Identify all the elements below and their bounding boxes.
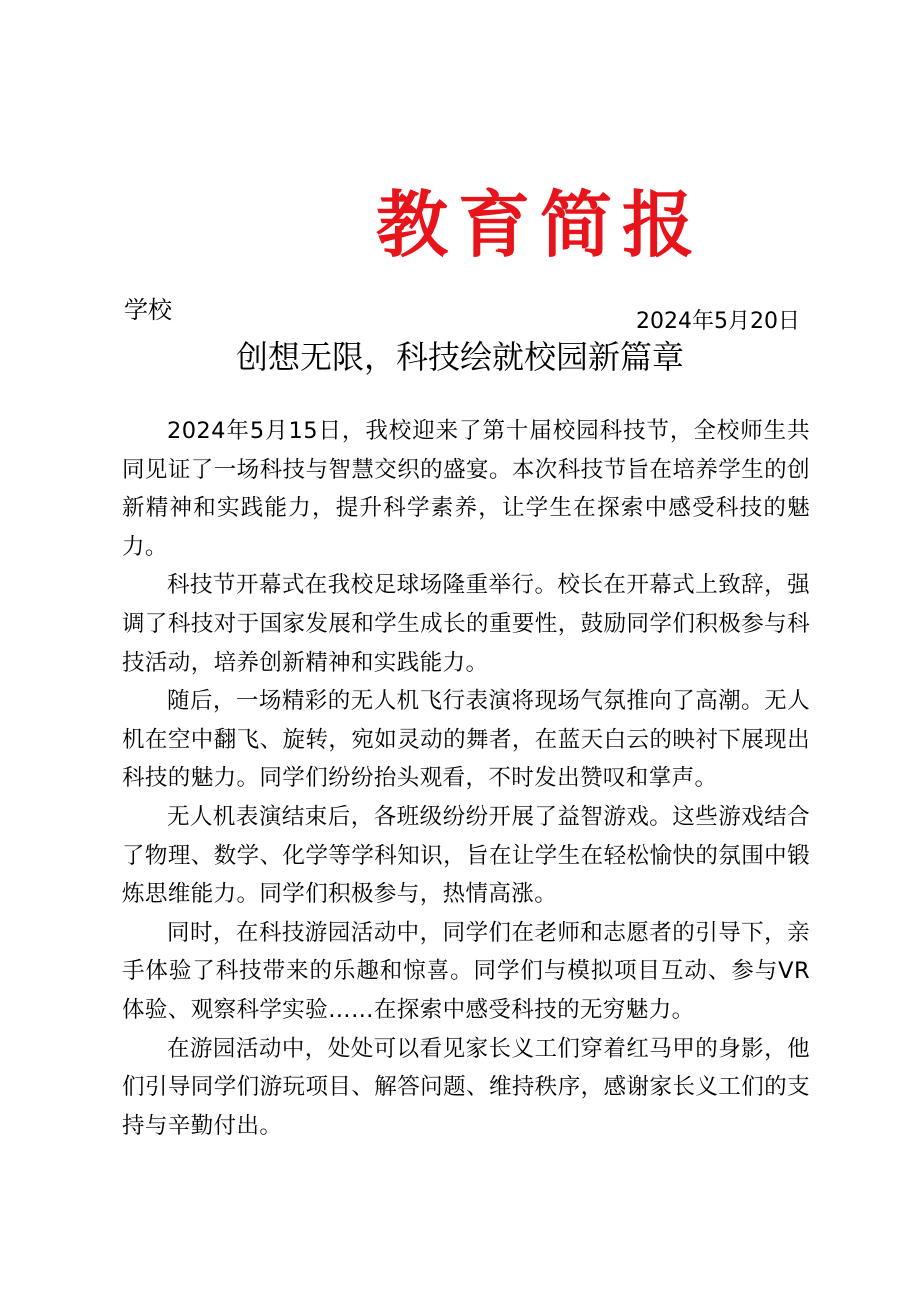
masthead-title: 教育简报 bbox=[375, 182, 704, 267]
article-paragraph-4: 无人机表演结束后，各班级纷纷开展了益智游戏。这些游戏结合了物理、数学、化学等学科知识，旨在让学生在轻松愉快的氛围中锻炼思维能力。同学们积极参与，热情高涨。 bbox=[122, 803, 810, 908]
article-paragraph-3: 随后，一场精彩的无人机飞行表演将现场气氛推向了高潮。无人机在空中翻飞、旋转，宛如灵动的舞者，在蓝天白云的映衬下展现出科技的魅力。同学们纷纷抬头观看，不时发出赞叹和掌声。 bbox=[122, 688, 810, 792]
masthead bbox=[0, 180, 920, 270]
article-headline-text: 创想无限，科技绘就校园新篇章 bbox=[235, 338, 684, 376]
article-paragraph-2: 科技节开幕式在我校足球场隆重举行。校长在开幕式上致辞，强调了科技对于国家发展和学生成长的重要性，鼓励同学们积极参与科技活动，培养创新精神和实践能力。 bbox=[122, 572, 810, 676]
article-paragraph-6: 在游园活动中，处处可以看见家长义工们穿着红马甲的身影，他们引导同学们游玩项目、解答问题、维持秩序，感谢家长义工们的支持与辛勤付出。 bbox=[122, 1035, 810, 1139]
article-paragraph-5: 同时，在科技游园活动中，同学们在老师和志愿者的引导下，亲手体验了科技带来的乐趣和惊喜。同学们与模拟项目互动、参与VR体验、观察科学实验……在探索中感受科技的无穷魅力。 bbox=[122, 919, 810, 1023]
article-headline bbox=[0, 334, 920, 380]
issue-date: 2024年5月20日 bbox=[636, 309, 800, 334]
school-label: 学校 bbox=[124, 296, 172, 324]
article-body bbox=[122, 412, 810, 1145]
article-paragraph-1: 2024年5月15日，我校迎来了第十届校园科技节，全校师生共同见证了一场科技与智慧交织的盛宴。本次科技节旨在培养学生的创新精神和实践能力，提升科学素养，让学生在探索中感受科技的魅力。 bbox=[122, 418, 810, 560]
